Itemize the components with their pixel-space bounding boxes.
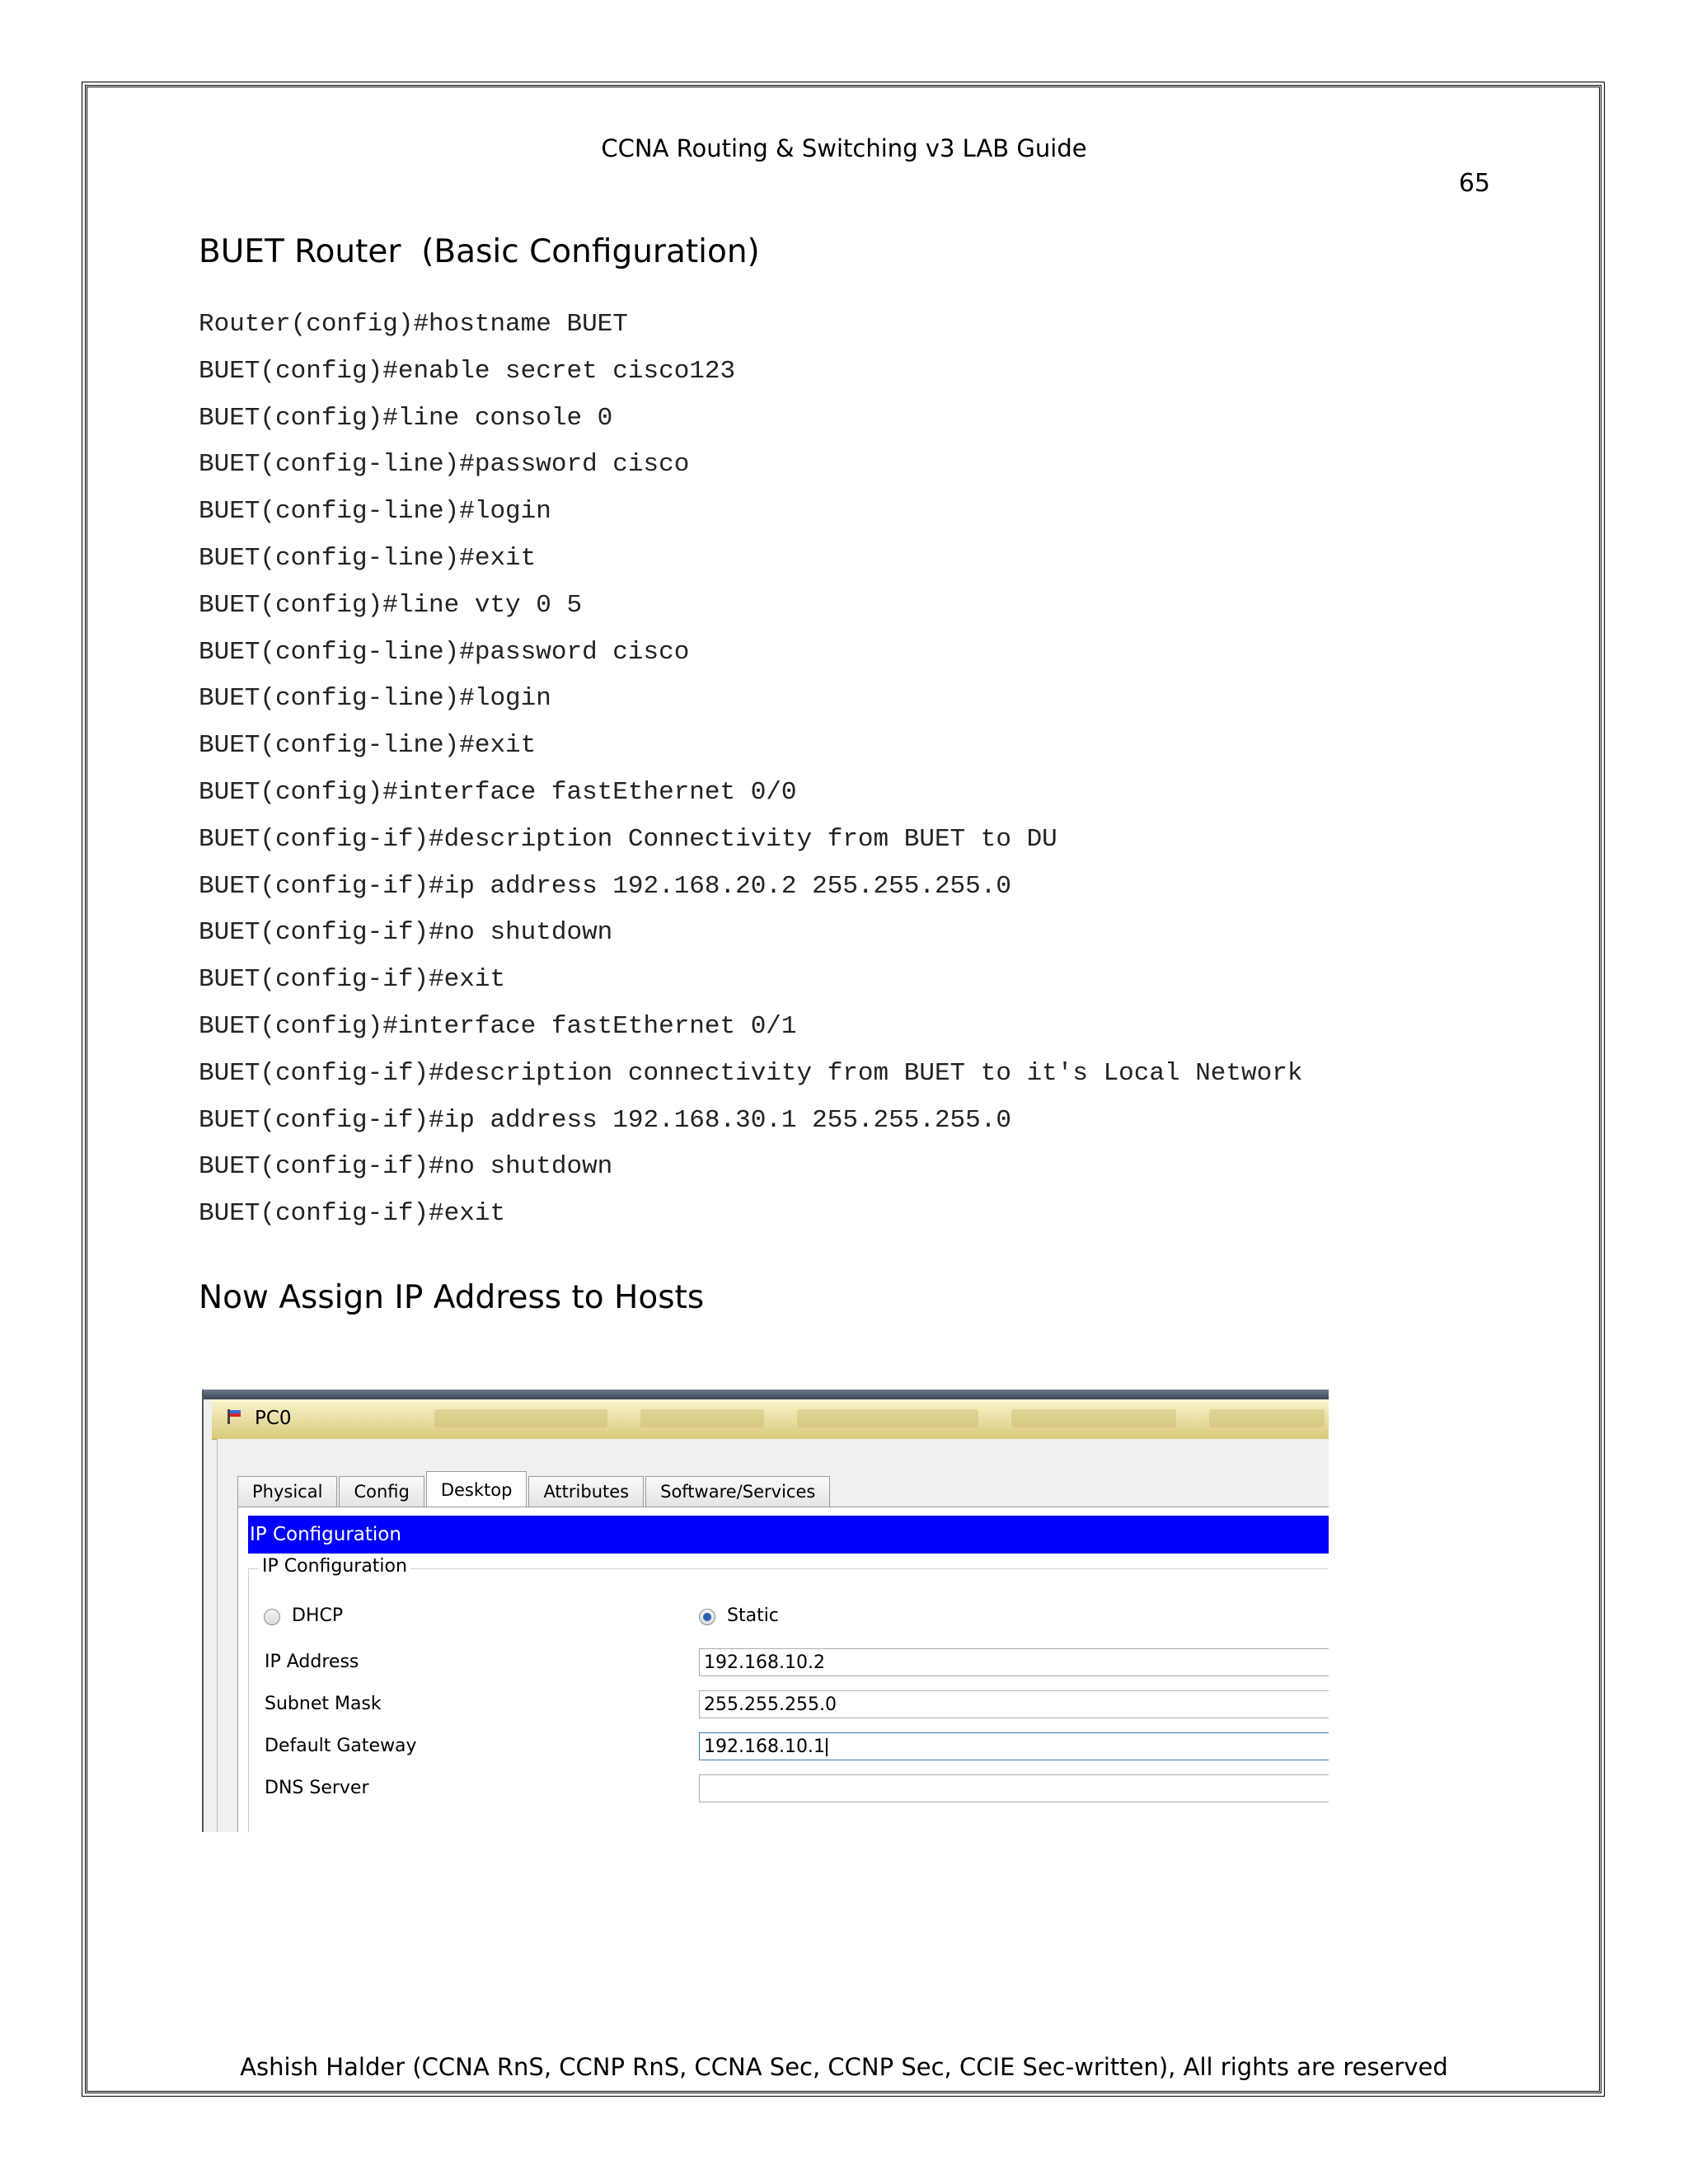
code-line: BUET(config)#line vty 0 5 [199,590,583,620]
static-label: Static [727,1605,779,1626]
packet-tracer-pc-icon [225,1408,243,1426]
ip-address-label: IP Address [265,1652,359,1672]
tab-software-services[interactable]: Software/Services [645,1476,830,1507]
code-line: BUET(config-if)#no shutdown [199,1152,613,1182]
code-line: BUET(config)#interface fastEthernet 0/1 [199,1011,797,1041]
document-header-title: CCNA Routing & Switching v3 LAB Guide [601,134,1087,162]
device-tabs [237,1470,832,1507]
tab-config[interactable]: Config [339,1476,424,1507]
dns-server-label: DNS Server [265,1778,369,1798]
code-line: BUET(config-if)#ip address 192.168.30.1 255.255.255.0 [199,1105,1011,1135]
ghost-toolbar-shape [1209,1409,1325,1427]
section-heading-buet-router: BUET Router (Basic Configuration) [199,233,760,270]
default-gateway-label: Default Gateway [265,1736,417,1756]
tab-desktop[interactable]: Desktop [426,1471,528,1507]
app-toolbar-strip [204,1390,1329,1399]
section-heading-assign-ip: Now Assign IP Address to Hosts [199,1279,705,1316]
ip-address-input[interactable]: 192.168.10.2 [699,1648,1329,1676]
code-line: BUET(config-if)#description Connectivity from BUET to DU [199,824,1057,854]
code-line: BUET(config-line)#login [199,684,551,714]
subnet-mask-input[interactable]: 255.255.255.0 [699,1690,1329,1718]
dhcp-radio[interactable] [264,1609,280,1625]
window-title-bar[interactable] [212,1399,1329,1440]
default-gateway-input[interactable] [699,1732,1329,1760]
dns-server-input[interactable] [699,1774,1329,1802]
group-legend: IP Configuration [259,1556,410,1577]
code-line: BUET(config-if)#exit [199,965,506,995]
ghost-toolbar-shape [1011,1409,1176,1427]
config-code-block [199,307,1302,1243]
page-number: 65 [1458,169,1490,198]
code-line: BUET(config-line)#password cisco [199,450,690,480]
packet-tracer-screenshot [202,1390,1329,1832]
window-title: PC0 [255,1408,292,1429]
code-line: BUET(config-if)#description connectivity from BUET to it's Local Network [199,1058,1303,1088]
tab-attributes[interactable]: Attributes [528,1476,644,1507]
ghost-toolbar-shape [434,1409,607,1427]
dhcp-label: DHCP [292,1605,344,1626]
device-dialog-body [217,1439,1329,1832]
tab-physical[interactable]: Physical [237,1476,337,1507]
code-line: BUET(config-line)#login [199,497,551,527]
code-line: Router(config)#hostname BUET [199,310,628,339]
desktop-panel [237,1507,1329,1832]
code-line: BUET(config)#enable secret cisco123 [199,356,736,386]
ip-configuration-title-bar: IP Configuration [248,1516,1329,1554]
text-caret [826,1738,828,1756]
code-line: BUET(config-line)#exit [199,731,537,761]
ghost-toolbar-shape [797,1409,978,1427]
code-line: BUET(config-if)#ip address 192.168.20.2 255.255.255.0 [199,871,1011,901]
code-line: BUET(config)#interface fastEthernet 0/0 [199,777,797,807]
code-line: BUET(config-if)#no shutdown [199,918,613,948]
ghost-toolbar-shape [640,1409,764,1427]
ip-configuration-group [248,1556,1329,1832]
code-line: BUET(config-line)#exit [199,543,537,573]
document-footer: Ashish Halder (CCNA RnS, CCNP RnS, CCNA Sec, CCNP Sec, CCIE Sec-written), All rights are reserved [240,2053,1448,2081]
default-gateway-value: 192.168.10.1 [704,1736,825,1757]
code-line: BUET(config)#line console 0 [199,403,613,433]
subnet-mask-label: Subnet Mask [265,1694,382,1714]
code-line: BUET(config-if)#exit [199,1199,506,1229]
static-radio[interactable] [699,1609,715,1625]
code-line: BUET(config-line)#password cisco [199,637,690,667]
